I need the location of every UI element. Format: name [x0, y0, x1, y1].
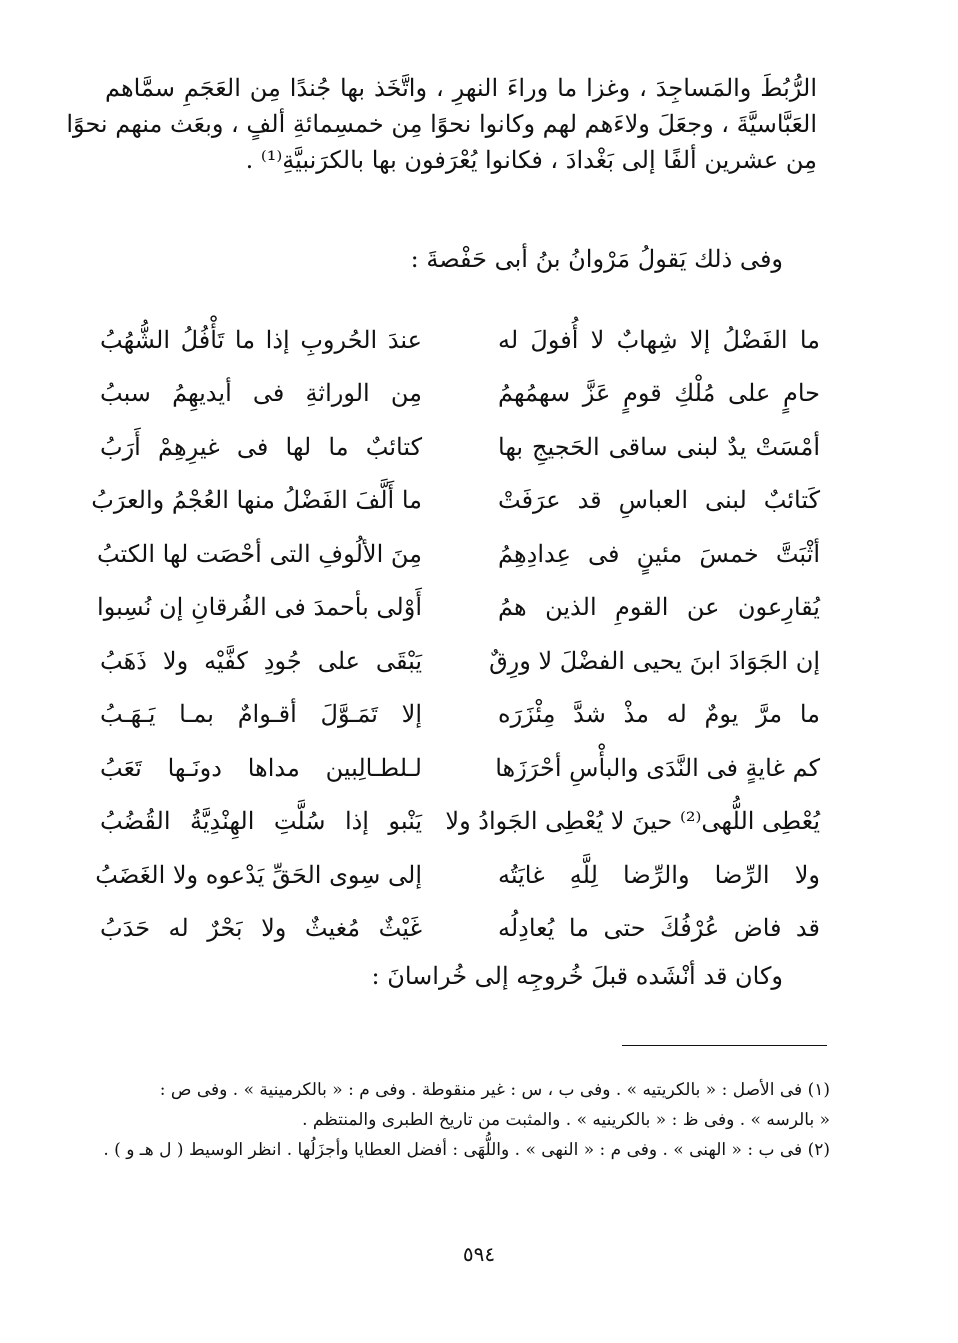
first-hemistich: حامٍ على مُلْكِ قومٍ عَزَّ سهمُهمُ — [498, 379, 820, 408]
verse — [97, 581, 820, 635]
footnote-line: (١) فى الأصل : « بالكريتيه » . وفى ب ، س : غير منقوطة . وفى م : « بالكرمينية » . وفى ص : — [159, 1080, 830, 1100]
second-hemistich: كتائبٌ ما لها فى غيرِهِمْ أَرَبُ — [100, 432, 422, 461]
second-hemistich: غَيْثٌ مُغيثٌ ولا بَحْرٌ له حَدَبُ — [100, 914, 422, 943]
second-hemistich: يَبْقَى على جُودِ كفَّيْه ولا ذَهَبُ — [100, 646, 422, 675]
first-hemistich: يُقارِعون عن القومِ الذين همُ — [498, 593, 820, 622]
verse — [100, 367, 820, 421]
second-hemistich: مِنَ الألُوفِ التى أحْصَت لها الكتبُ — [96, 539, 422, 568]
verse — [100, 902, 820, 956]
first-hemistich: كَتائبٌ لبنى العباسِ قد عرَفَتْ — [498, 486, 820, 515]
footnote-line: (٢) فى ب : « الهنى » . وفى م : « النهى » . واللُّهَى : أفضل العطايا وأجزَلُها . انظر الوسيط ( ل هـ و ) . — [103, 1140, 830, 1160]
footnote-divider — [622, 1045, 827, 1046]
second-hemistich: عندَ الحُروبِ إذا ما تَأْفُلُ الشُّهُبُ — [100, 325, 422, 354]
poem-introduction: وفى ذلك يَقولُ مَرْوانُ بنُ أبى حَفْصةَ : — [410, 245, 783, 273]
first-hemistich: أثْبَتَّ خمسَ مئينٍ فى عِدادِهِمُ — [498, 539, 820, 568]
first-hemistich: ما مرَّ يومٌ له مذْ شدَّ مِئْزَرَه — [498, 700, 820, 729]
first-hemistich: كم غايةٍ فى النَّدَى والبأْسِ أحْرَزَها — [495, 753, 820, 782]
second-hemistich: لـلطـالِبين مداها دونَـها تَعَبُ — [100, 753, 422, 782]
second-hemistich: مِن الوراثةِ فى أيديهِمُ سببُ — [100, 379, 422, 408]
poem — [91, 313, 820, 955]
verse — [100, 420, 820, 474]
first-hemistich: ما الفَضْلُ إلا شِهابٌ لا أُفولَ له — [498, 325, 820, 354]
intro-line: مِن عشرين ألفًا إلى بَغْدادَ ، فكانوا يُعْرَفون بها بالكرَنبيَّةِ⁽¹⁾ . — [245, 146, 817, 174]
second-hemistich: إلى سِوى الحَقِّ يَدْعوه ولا الغَضَبُ — [95, 860, 422, 889]
first-hemistich: قد فاض عُرْفُكَ حتى ما يُعادِلُه — [498, 914, 820, 943]
first-hemistich: ولا الرِّضا والرِّضا لِلَّهِ غايَتُه — [498, 860, 820, 889]
second-hemistich: يَنْبو إذا سُلَّتِ الهِنْدِيَّةُ القُضُبُ — [100, 807, 422, 836]
first-hemistich: إن الجَوَادَ ابنَ يحيى الفضْلَ لا ورِقٌ — [489, 646, 820, 675]
intro-line: العَبَّاسيَّةَ ، وجعَلَ ولاءَهم لهم وكانوا نحوًا مِن خمسِمائةِ ألفٍ ، وبعَث منهم نحوًا — [66, 110, 817, 138]
page-number: ٥٩٤ — [462, 1242, 496, 1266]
second-hemistich: أَوْلى بأحمدَ فى الفُرقانِ إن نُسِبوا — [97, 593, 422, 622]
intro-paragraph — [66, 70, 817, 178]
first-hemistich: يُعْطِى اللُّهى⁽²⁾ حينَ لا يُعْطِى الجَوادُ ولا — [445, 807, 820, 836]
verse — [100, 313, 820, 367]
footnote-line: « بالرسه » . وفى ظ : « بالكرينيه » . والمثبت من تاريخ الطبرى والمنتظم . — [302, 1110, 830, 1130]
verse — [100, 795, 820, 849]
verse — [91, 474, 820, 528]
verse — [96, 527, 820, 581]
first-hemistich: أمْسَتْ يدٌ لبنى ساقى الحَجيجِ بها — [498, 432, 820, 461]
next-poem-introduction: وكان قد أنْشَده قبلَ خُروجِه إلى خُراسانَ : — [371, 962, 783, 990]
verse — [95, 848, 820, 902]
second-hemistich: إلا تَمَـوَّلَ أقـوامٌ بمـا يَـهَـبُ — [100, 700, 422, 729]
second-hemistich: ما أَلَّفَ الفَضْلُ منها العُجْمُ والعرَبُ — [91, 486, 422, 515]
intro-line: الرُّبُطَ والمَساجِدَ ، وغزا ما وراءَ النهرِ ، واتَّخَذ بها جُندًا مِن العَجَمِ سمَّاهم — [105, 74, 817, 102]
verse — [100, 741, 820, 795]
verse — [100, 634, 820, 688]
verse — [100, 688, 820, 742]
footnotes — [103, 1075, 830, 1165]
